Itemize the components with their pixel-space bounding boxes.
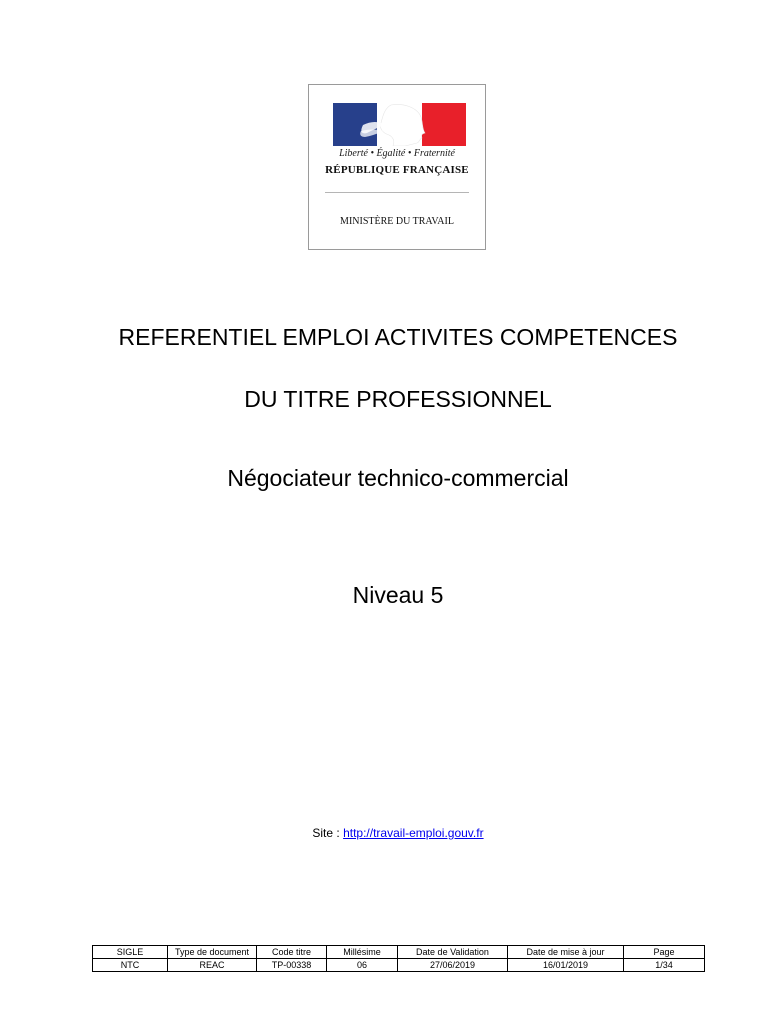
marianne-flag-icon [333, 103, 466, 146]
table-cell: 16/01/2019 [508, 959, 624, 972]
logo-divider [325, 192, 469, 193]
government-logo [308, 84, 486, 250]
table-cell: REAC [168, 959, 257, 972]
site-link[interactable]: http://travail-emploi.gouv.fr [343, 826, 484, 840]
table-cell: 27/06/2019 [398, 959, 508, 972]
table-cell: 1/34 [624, 959, 705, 972]
table-header-cell: Page [624, 946, 705, 959]
table-header-cell: Date de mise à jour [508, 946, 624, 959]
table-cell: NTC [93, 959, 168, 972]
table-header-cell: Date de Validation [398, 946, 508, 959]
table-header-cell: SIGLE [93, 946, 168, 959]
table-cell: TP-00338 [257, 959, 327, 972]
table-header-cell: Code titre [257, 946, 327, 959]
document-subtitle: Négociateur technico-commercial [227, 465, 569, 491]
table-row [93, 959, 705, 972]
table-header-row [93, 946, 705, 959]
document-info-table [92, 945, 705, 972]
site-line [0, 826, 768, 840]
document-title-line1: REFERENTIEL EMPLOI ACTIVITES COMPETENCES [118, 324, 678, 350]
table-header-cell: Type de document [168, 946, 257, 959]
logo-republic: RÉPUBLIQUE FRANÇAISE [325, 164, 469, 176]
logo-ministry: MINISTÈRE DU TRAVAIL [340, 216, 454, 227]
table-cell: 06 [327, 959, 398, 972]
document-title-line2: DU TITRE PROFESSIONNEL [244, 386, 552, 412]
site-label: Site : [312, 826, 344, 840]
document-level: Niveau 5 [352, 582, 444, 608]
table-header-cell: Millésime [327, 946, 398, 959]
logo-motto: Liberté • Égalité • Fraternité [339, 148, 455, 159]
